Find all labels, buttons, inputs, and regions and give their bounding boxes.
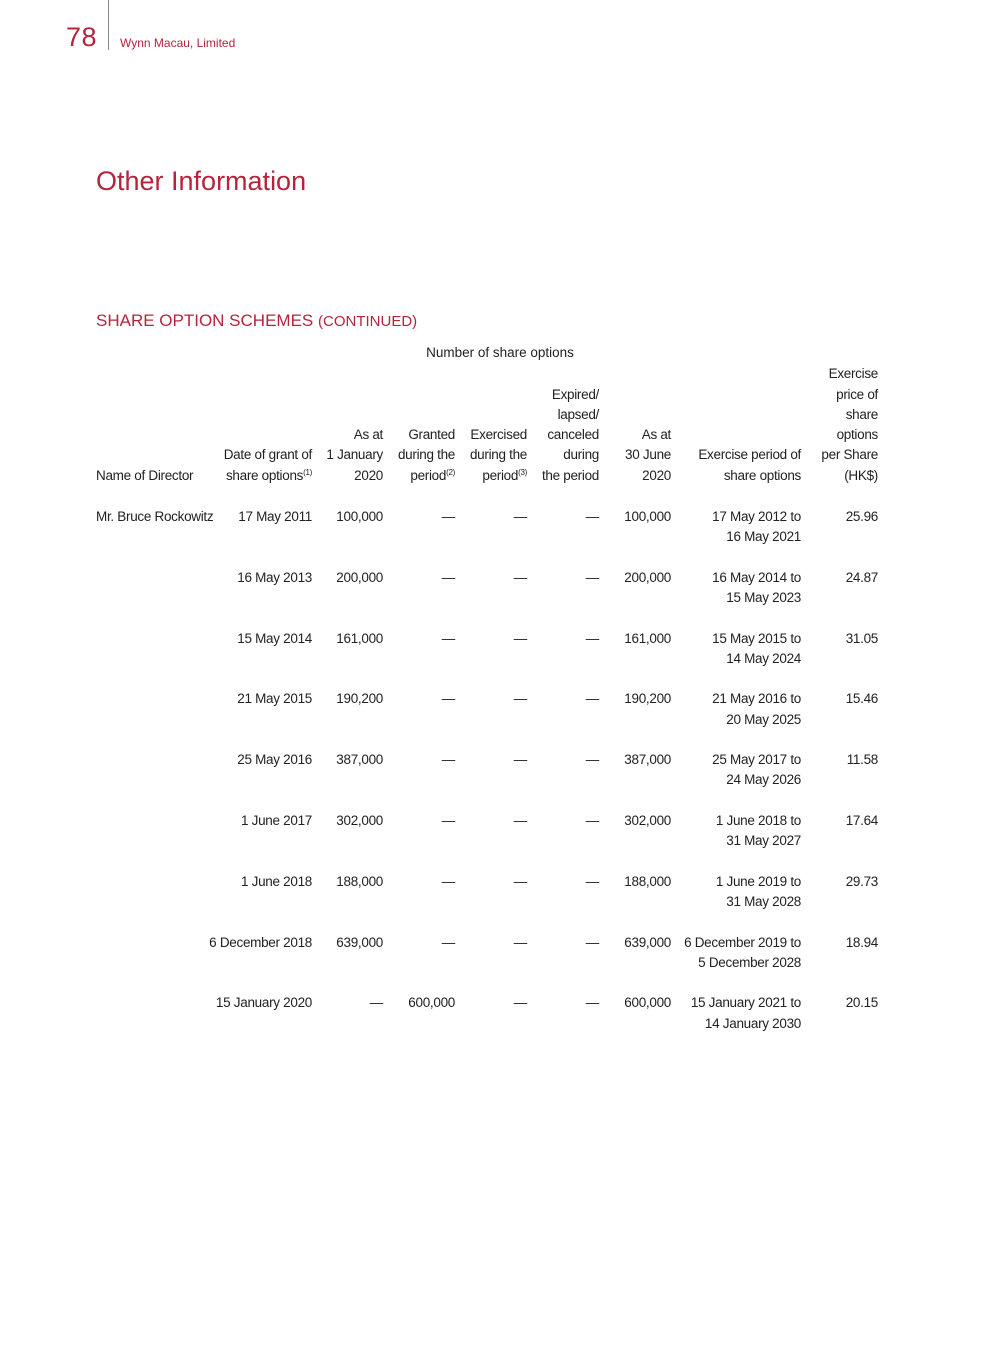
cell-exercise-period-end: 5 December 2028 — [698, 954, 801, 970]
section-heading — [96, 311, 417, 331]
cell-exercise-price: 29.73 — [845, 873, 878, 889]
cell-granted: — — [441, 934, 455, 950]
cell-exercised: — — [513, 752, 527, 768]
cell-as-at-30-june: 600,000 — [624, 995, 671, 1011]
section-heading-suffix: (CONTINUED) — [318, 313, 418, 330]
company-name: Wynn Macau, Limited — [120, 36, 236, 50]
cell-exercise-period — [676, 750, 801, 791]
cell-granted: — — [441, 812, 455, 828]
cell-exercise-period-end: 24 May 2026 — [726, 772, 801, 788]
col-header-date-line2: share options$^{(1)}$ — [225, 467, 312, 483]
cell-exercised: — — [513, 873, 527, 889]
cell-exercise-period-start: 15 May 2015 to — [712, 630, 801, 646]
col-header-granted: Granted during the period$^{(2)}$ — [397, 427, 455, 483]
cell-date-of-grant: 15 January 2020 — [215, 995, 312, 1011]
cell-as-at-30-june: 100,000 — [624, 509, 671, 524]
col-header-exercise-period: Exercise period of share options — [698, 447, 801, 483]
cell-as-at-1-january: — — [369, 995, 383, 1011]
cell-expired: — — [585, 995, 599, 1011]
cell-exercise-price: 20.15 — [845, 995, 878, 1011]
cell-as-at-30-june: 188,000 — [624, 873, 671, 889]
cell-exercised: — — [513, 509, 527, 524]
cell-date-of-grant: 17 May 2011 — [238, 509, 312, 524]
cell-exercise-period — [676, 933, 801, 974]
cell-as-at-30-june: 639,000 — [624, 934, 671, 950]
cell-expired: — — [585, 752, 599, 768]
col-header-date — [196, 364, 312, 486]
cell-exercise-period — [676, 507, 801, 548]
cell-exercise-period — [676, 993, 801, 1034]
cell-exercise-price: 15.46 — [845, 691, 878, 707]
cell-exercise-period-start: 21 May 2016 to — [712, 691, 801, 707]
cell-exercise-period-start: 17 May 2012 to — [712, 509, 801, 524]
cell-as-at-30-june: 302,000 — [624, 812, 671, 828]
cell-exercise-period-start: 25 May 2017 to — [712, 752, 801, 768]
col-header-exercised: Exercised during the period$^{(3)}$ — [469, 427, 527, 483]
header-divider — [108, 0, 109, 50]
col-header-date-line1: Date of grant of — [223, 447, 312, 463]
col-header-as-at-start: As at 1 January 2020 — [326, 427, 383, 483]
page-number: 78 — [66, 22, 98, 52]
cell-expired: — — [585, 873, 599, 889]
cell-granted: — — [441, 752, 455, 768]
cell-exercise-period-start: 1 June 2018 to — [715, 812, 801, 828]
cell-exercise-period-end: 14 January 2030 — [704, 1015, 801, 1031]
cell-exercised: — — [513, 569, 527, 585]
cell-date-of-grant: 25 May 2016 — [237, 752, 312, 768]
cell-exercise-price: 25.96 — [845, 509, 878, 524]
cell-expired: — — [585, 934, 599, 950]
cell-as-at-30-june: 190,200 — [624, 691, 671, 707]
cell-date-of-grant: 16 May 2013 — [237, 569, 312, 585]
col-header-name-text: Name of Director — [96, 467, 194, 483]
cell-exercise-period-start: 1 June 2019 to — [715, 873, 801, 889]
col-header-price: Exercise price of share options per Share (HK$) — [821, 366, 878, 483]
col-header-expired: Expired/ lapsed/ canceled during the period — [541, 386, 599, 483]
cell-as-at-1-january: 302,000 — [336, 812, 383, 828]
cell-exercise-price: 17.64 — [845, 812, 878, 828]
cell-date-of-grant: 15 May 2014 — [237, 630, 312, 646]
col-header-as-at-end: As at 30 June 2020 — [625, 427, 671, 483]
cell-expired: — — [585, 630, 599, 646]
group-label: Number of share options — [426, 345, 574, 360]
cell-exercised: — — [513, 812, 527, 828]
cell-expired: — — [585, 509, 599, 524]
cell-exercised: — — [513, 630, 527, 646]
cell-date-of-grant: 1 June 2018 — [240, 873, 312, 889]
cell-exercise-price: 11.58 — [846, 752, 878, 768]
cell-exercise-period-end: 20 May 2025 — [726, 711, 801, 727]
cell-granted: — — [441, 691, 455, 707]
cell-exercise-period-end: 31 May 2027 — [726, 833, 801, 849]
cell-as-at-30-june: 200,000 — [624, 569, 671, 585]
cell-expired: — — [585, 691, 599, 707]
cell-exercise-period-end: 15 May 2023 — [726, 590, 801, 606]
cell-as-at-1-january: 188,000 — [336, 873, 383, 889]
cell-as-at-1-january: 639,000 — [336, 934, 383, 950]
cell-exercise-price: 24.87 — [845, 569, 878, 585]
cell-as-at-1-january: 190,200 — [336, 691, 383, 707]
cell-exercise-period — [676, 811, 801, 852]
cell-granted: — — [441, 873, 455, 889]
cell-exercise-period-start: 16 May 2014 to — [712, 569, 801, 585]
cell-exercise-period — [676, 568, 801, 609]
cell-exercise-period — [676, 872, 801, 913]
cell-exercise-period — [676, 629, 801, 670]
cell-name: Mr. Bruce Rockowitz — [96, 509, 214, 524]
cell-exercise-price: 31.05 — [845, 630, 878, 646]
cell-as-at-1-january: 200,000 — [336, 569, 383, 585]
page-title: Other Information — [96, 166, 307, 196]
cell-granted: — — [441, 630, 455, 646]
cell-exercised: — — [513, 691, 527, 707]
cell-date-of-grant: 21 May 2015 — [237, 691, 312, 707]
cell-exercised: — — [513, 995, 527, 1011]
cell-as-at-30-june: 161,000 — [624, 630, 671, 646]
cell-expired: — — [585, 569, 599, 585]
cell-date-of-grant: 1 June 2017 — [240, 812, 312, 828]
cell-as-at-1-january: 161,000 — [336, 630, 383, 646]
cell-exercise-period-end: 14 May 2024 — [726, 650, 801, 666]
cell-date-of-grant: 6 December 2018 — [209, 934, 312, 950]
cell-exercise-period-end: 16 May 2021 — [726, 529, 801, 545]
cell-as-at-1-january: 100,000 — [336, 509, 383, 524]
cell-granted: 600,000 — [408, 995, 455, 1011]
cell-exercise-period-start: 15 January 2021 to — [690, 995, 801, 1011]
cell-exercise-price: 18.94 — [845, 934, 878, 950]
cell-exercise-period-start: 6 December 2019 to — [684, 934, 801, 950]
cell-expired: — — [585, 812, 599, 828]
cell-as-at-30-june: 387,000 — [624, 752, 671, 768]
cell-exercise-period — [676, 689, 801, 730]
cell-as-at-1-january: 387,000 — [336, 752, 383, 768]
cell-exercise-period-end: 31 May 2028 — [726, 894, 801, 910]
cell-granted: — — [441, 569, 455, 585]
cell-granted: — — [441, 509, 455, 524]
cell-exercised: — — [513, 934, 527, 950]
section-heading-text: SHARE OPTION SCHEMES — [96, 311, 314, 330]
